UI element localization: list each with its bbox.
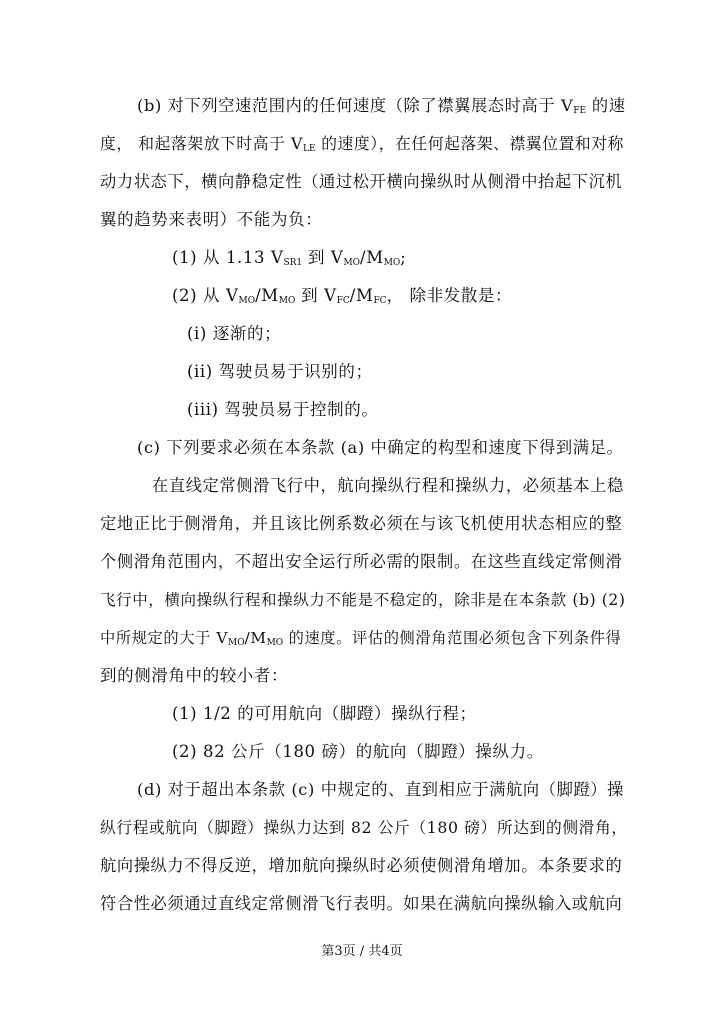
para-d-line-1: (d) 对于超出本条款 (c) 中规定的、直到相应于满航向（脚蹬）操 bbox=[137, 780, 625, 799]
para-d-line-4: 符合性必须通过直线定常侧滑飞行表明。如果在满航向操纵输入或航向 bbox=[100, 894, 623, 913]
para-c-line-1: 在直线定常侧滑飞行中，航向操纵行程和操纵力，必须基本上稳 bbox=[152, 476, 624, 495]
para-c-line-2: 定地正比于侧滑角，并且该比例系数必须在与该飞机使用状态相应的整 bbox=[100, 514, 623, 533]
para-b-line-1: (b) 对下列空速范围内的任何速度（除了襟翼展态时高于 $V_{FE}$ 的速 bbox=[137, 96, 626, 116]
c-item-1: (1) 1/2 的可用航向（脚蹬）操纵行程； bbox=[172, 704, 477, 723]
para-c-line-3: 个侧滑角范围内，不超出安全运行所必需的限制。在这些直线定常侧滑 bbox=[100, 552, 623, 571]
para-d-line-3: 航向操纵力不得反逆，增加航向操纵时必须使侧滑角增加。本条要求的 bbox=[100, 856, 623, 875]
item-i: (i) 逐渐的； bbox=[187, 324, 282, 343]
item-2: (2) 从 $V_{MO}/M_{MO}$ 到 $V_{FC}/M_{FC}$， 除非发散是： bbox=[172, 286, 513, 306]
para-c-line-4: 飞行中，横向操纵行程和操纵力不能是不稳定的，除非是在本条款 (b) (2) bbox=[100, 591, 626, 609]
item-ii: (ii) 驾驶员易于识别的； bbox=[187, 362, 373, 381]
para-b-line-3: 动力状态下，横向静稳定性（通过松开横向操纵时从侧滑中抬起下沉机 bbox=[100, 172, 623, 191]
para-b-line-2: 度， 和起落架放下时高于 $V_{LE}$ 的速度），在任何起落架、襟翼位置和对称 bbox=[100, 134, 624, 154]
para-c-line-5: 中所规定的大于 $V_{MO}/M_{MO}$ 的速度。评估的侧滑角范围必须包含下列条件得 bbox=[100, 629, 622, 648]
para-c-heading: (c) 下列要求必须在本条款 (a) 中确定的构型和速度下得到满足。 bbox=[137, 438, 624, 457]
para-d-line-2: 纵行程或航向（脚蹬）操纵力达到 82 公斤（180 磅）所达到的侧滑角， bbox=[100, 818, 628, 837]
para-c-line-6: 到的侧滑角中的较小者： bbox=[100, 666, 289, 685]
page-footer: 第3页 / 共4页 bbox=[321, 944, 403, 959]
item-iii: (iii) 驾驶员易于控制的。 bbox=[187, 400, 379, 419]
para-b-line-4: 翼的趋势来表明）不能为负： bbox=[100, 210, 323, 229]
c-item-2: (2) 82 公斤（180 磅）的航向（脚蹬）操纵力。 bbox=[172, 742, 544, 761]
item-1: (1) 从 1.13 $V_{SR1}$ 到 $V_{MO}/M_{MO}$; bbox=[172, 248, 407, 268]
